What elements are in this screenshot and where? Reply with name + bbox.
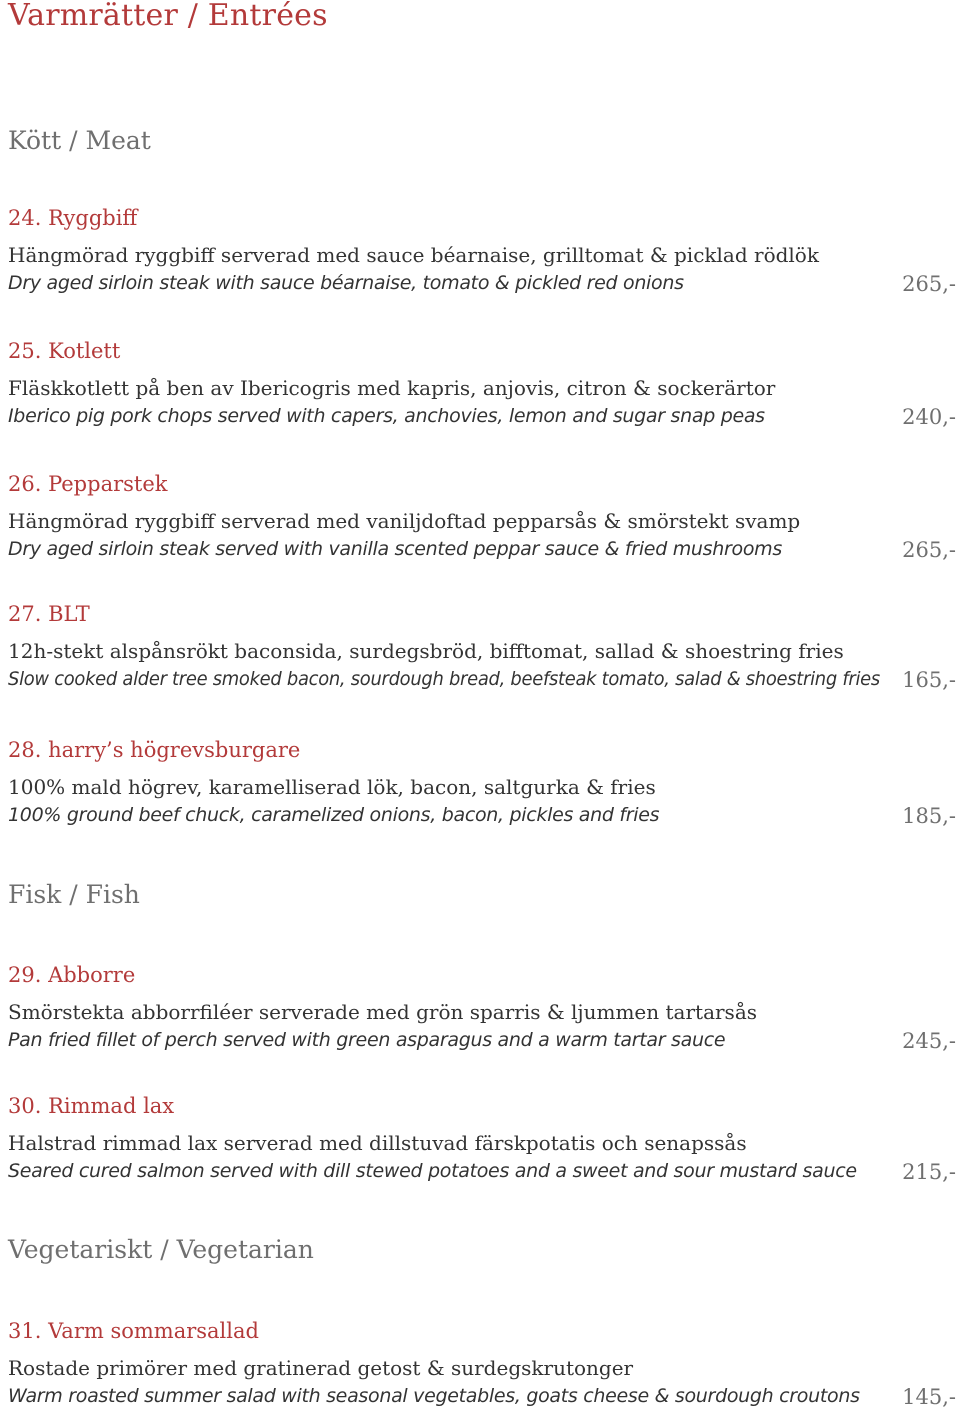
dish-description-english: Pan fried fillet of perch served with green asparagus and a warm tartar sauce (8, 1029, 726, 1051)
dish-description-swedish: Hängmörad ryggbiff serverad med sauce béarnaise, grilltomat & picklad rödlök (8, 243, 819, 267)
dish-price: 185,- (902, 804, 956, 828)
dish-name: 26. Pepparstek (8, 472, 168, 496)
page-title: Varmrätter / Entrées (8, 0, 328, 33)
dish-name: 31. Varm sommarsallad (8, 1319, 259, 1343)
dish-description-english: 100% ground beef chuck, caramelized onions, bacon, pickles and fries (8, 804, 660, 826)
dish-description-swedish: Hängmörad ryggbiff serverad med vaniljdoftad pepparsås & smörstekt svamp (8, 509, 801, 533)
dish-description-english: Iberico pig pork chops served with capers, anchovies, lemon and sugar snap peas (8, 405, 765, 427)
dish-description-swedish: 12h-stekt alspånsrökt baconsida, surdegsbröd, bifftomat, sallad & shoestring fries (8, 639, 844, 663)
dish-name: 27. BLT (8, 602, 90, 626)
dish-price: 145,- (902, 1385, 956, 1409)
dish-price: 265,- (902, 272, 956, 296)
dish-description-swedish: Rostade primörer med gratinerad getost & surdegskrutonger (8, 1356, 634, 1380)
dish-price: 240,- (902, 405, 956, 429)
dish-description-swedish: Halstrad rimmad lax serverad med dillstuvad färskpotatis och senapssås (8, 1131, 747, 1155)
dish-price: 215,- (902, 1160, 956, 1184)
dish-description-english: Seared cured salmon served with dill stewed potatoes and a sweet and sour mustard sauce (8, 1160, 857, 1182)
section-heading-fish: Fisk / Fish (8, 880, 140, 909)
dish-price: 165,- (902, 668, 956, 692)
section-heading-meat: Kött / Meat (8, 126, 151, 155)
dish-description-swedish: Fläskkotlett på ben av Ibericogris med kapris, anjovis, citron & sockerärtor (8, 376, 776, 400)
dish-name: 24. Ryggbiff (8, 206, 138, 230)
dish-price: 265,- (902, 538, 956, 562)
dish-description-swedish: Smörstekta abborrfiléer serverade med grön sparris & ljummen tartarsås (8, 1000, 758, 1024)
dish-price: 245,- (902, 1029, 956, 1053)
dish-name: 28. harry’s högrevsburgare (8, 738, 301, 762)
dish-name: 30. Rimmad lax (8, 1094, 175, 1118)
dish-description-english: Warm roasted summer salad with seasonal vegetables, goats cheese & sourdough croutons (8, 1385, 860, 1407)
dish-description-swedish: 100% mald högrev, karamelliserad lök, bacon, saltgurka & fries (8, 775, 656, 799)
dish-description-english: Dry aged sirloin steak served with vanilla scented peppar sauce & fried mushrooms (8, 538, 782, 560)
dish-name: 29. Abborre (8, 963, 136, 987)
dish-description-english: Slow cooked alder tree smoked bacon, sourdough bread, beefsteak tomato, salad & shoestring fries (8, 668, 880, 690)
dish-name: 25. Kotlett (8, 339, 121, 363)
dish-description-english: Dry aged sirloin steak with sauce béarnaise, tomato & pickled red onions (8, 272, 684, 294)
section-heading-vegetarian: Vegetariskt / Vegetarian (8, 1235, 314, 1264)
